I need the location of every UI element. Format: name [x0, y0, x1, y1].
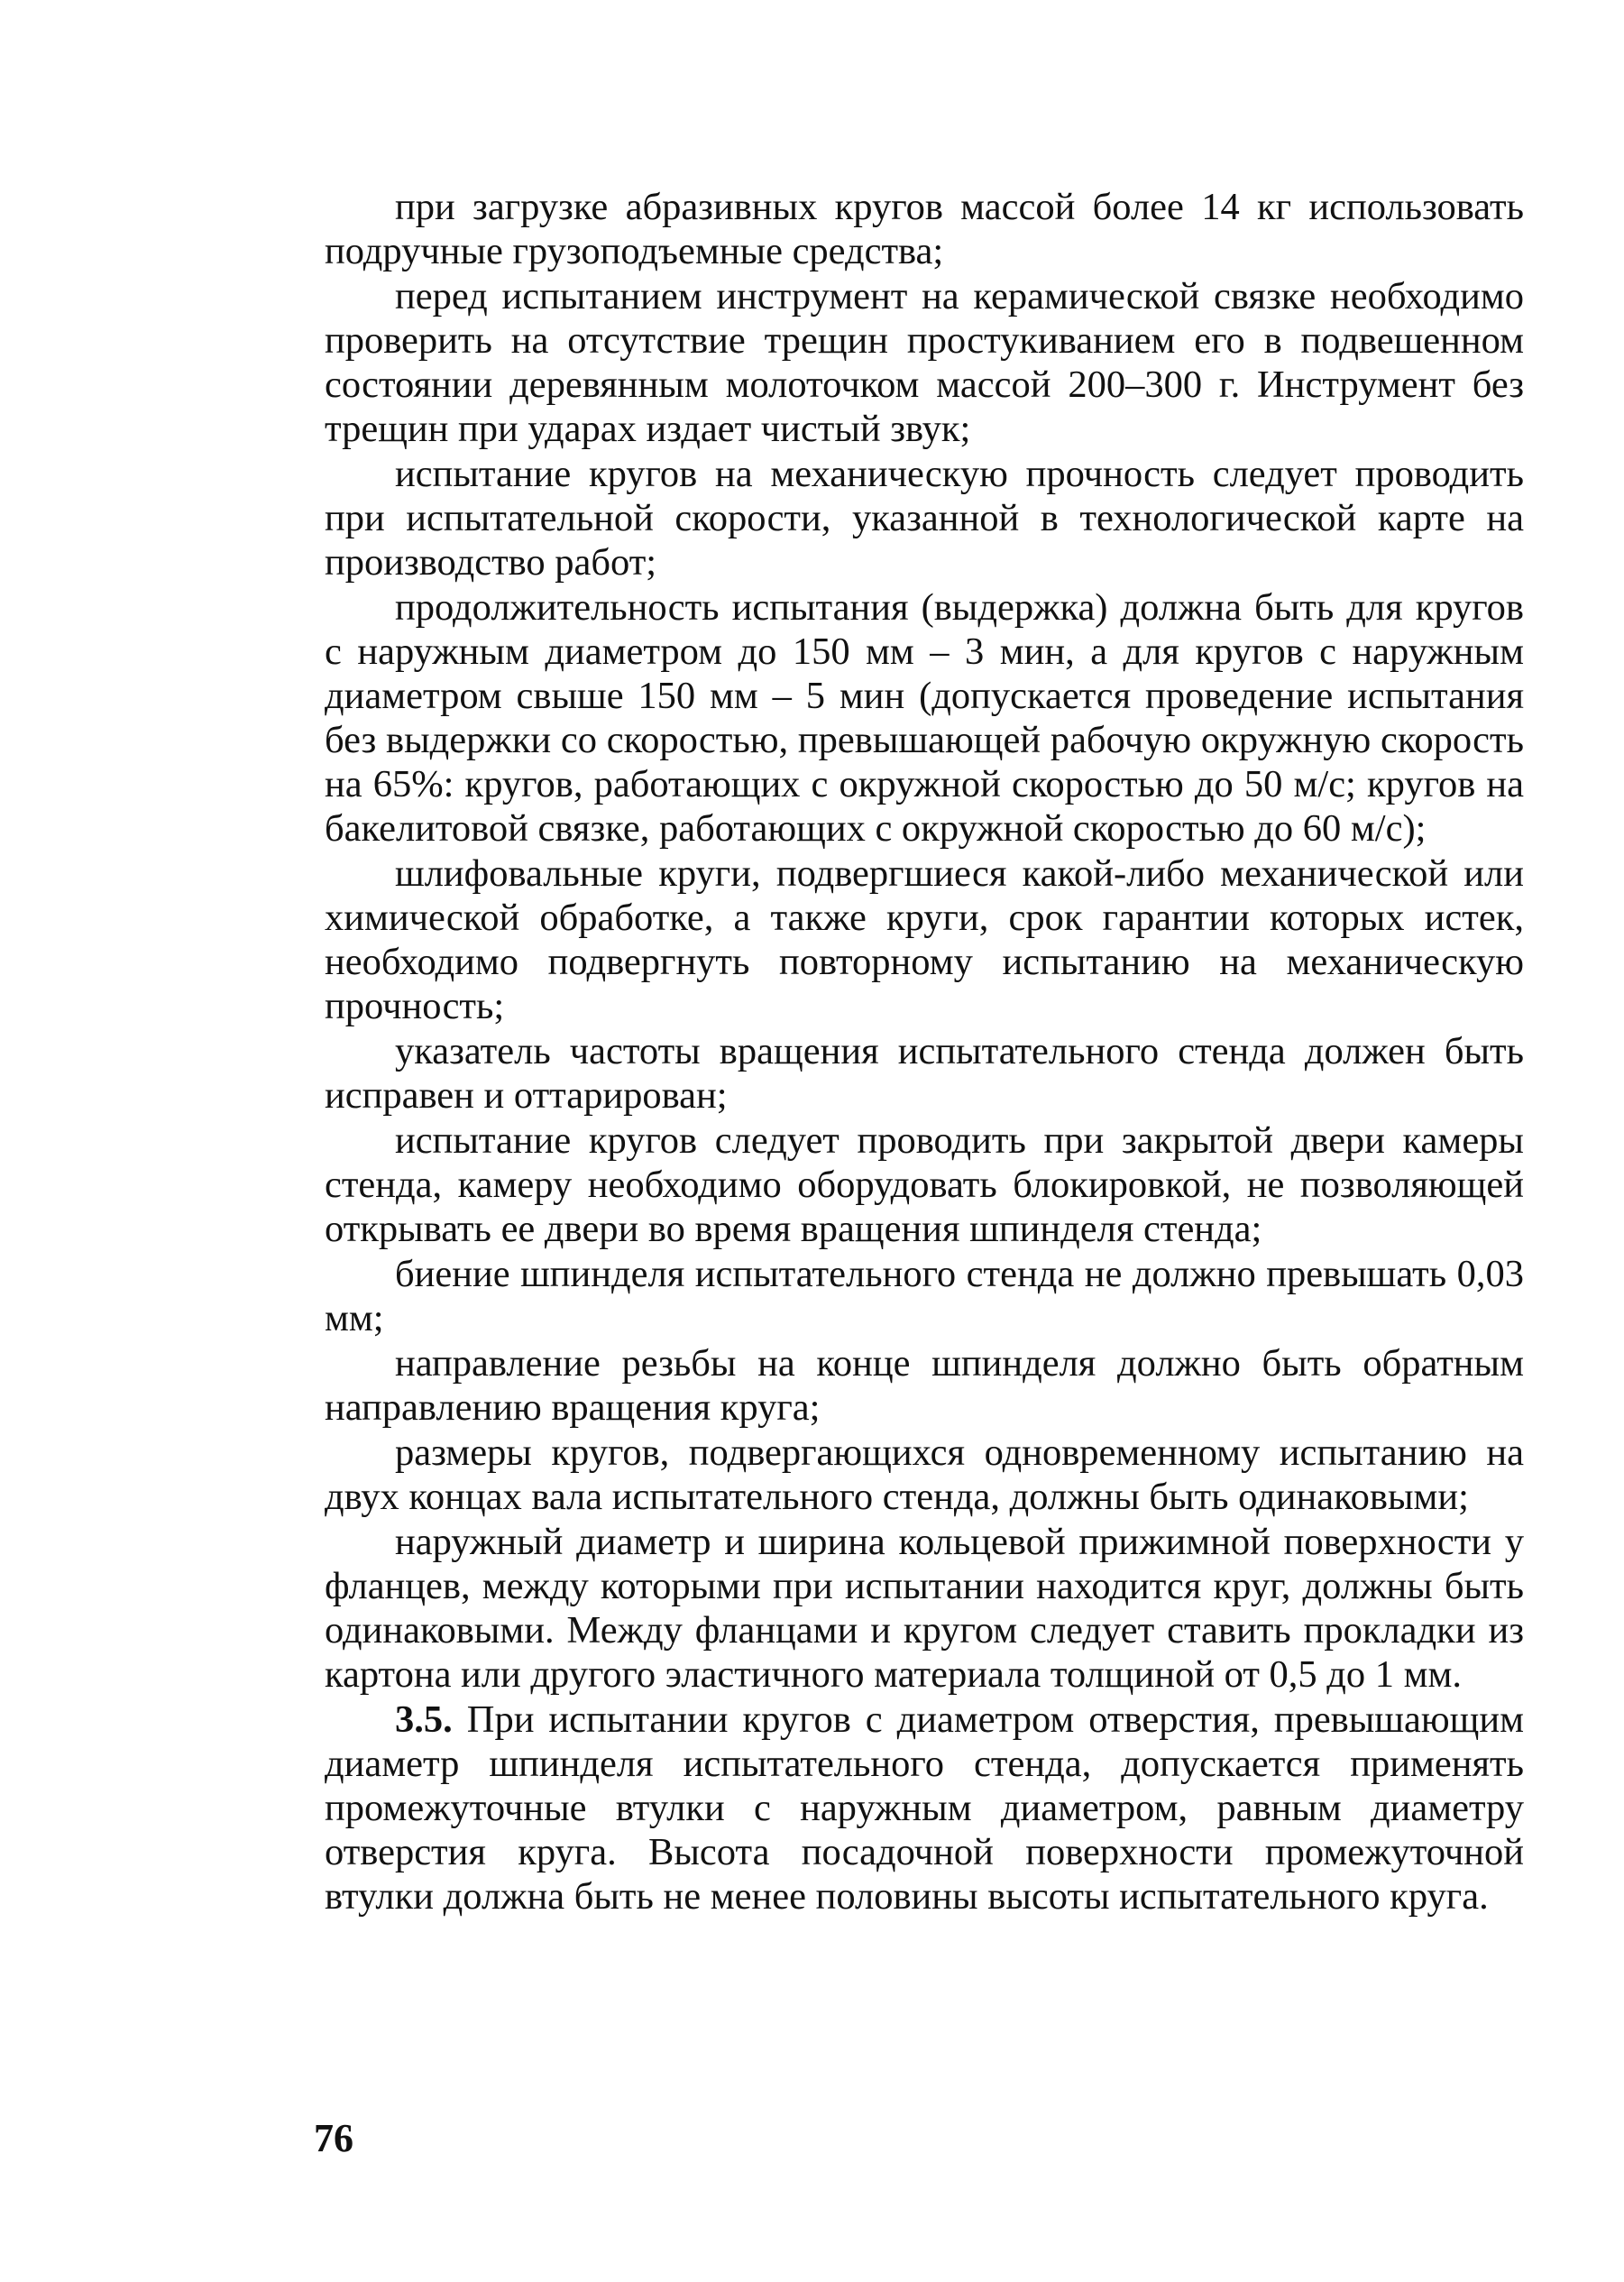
paragraph-item-9: направление резьбы на конце шпинделя должно быть обратным направлению вращения круга;	[325, 1342, 1524, 1429]
section-number: 3.5.	[395, 1698, 453, 1741]
paragraph-item-6: указатель частоты вращения испытательного стенда должен быть исправен и оттарирован;	[325, 1030, 1524, 1117]
paragraph-item-8: биение шпинделя испытательного стенда не должно превышать 0,03 мм;	[325, 1253, 1524, 1339]
paragraph-item-10: размеры кругов, подвергающихся одновременному испытанию на двух концах вала испытательного стенда, должны быть одинаковыми;	[325, 1431, 1524, 1518]
section-paragraph	[325, 1698, 1524, 1919]
paragraph-item-2: перед испытанием инструмент на керамической связке необходимо проверить на отсутствие трещин простукиванием его в подвешенном состоянии деревянным молоточком массой 200–300 г. Инструмент без трещин при ударах издает чистый звук;	[325, 275, 1524, 450]
paragraph-item-1: при загрузке абразивных кругов массой более 14 кг использовать подручные грузоподъемные средства;	[325, 186, 1524, 272]
paragraph-item-3: испытание кругов на механическую прочность следует проводить при испытательной скорости, указанной в технологической карте на производство работ;	[325, 453, 1524, 584]
paragraph-item-7: испытание кругов следует проводить при закрытой двери камеры стенда, камеру необходимо оборудовать блокировкой, не позволяющей открывать ее двери во время вращения шпинделя стенда;	[325, 1119, 1524, 1250]
paragraph-item-5: шлифовальные круги, подвергшиеся какой-либо механической или химической обработке, а также круги, срок гарантии которых истек, необходимо подвергнуть повторному испытанию на механическую прочность;	[325, 852, 1524, 1027]
paragraph-item-4: продолжительность испытания (выдержка) должна быть для кругов с наружным диаметром до 150 мм – 3 мин, а для кругов с наружным диаметром свыше 150 мм – 5 мин (допускается проведение испытания без выдержки со скоростью, превышающей рабочую окружную скорость на 65%: кругов, работающих с окружной скоростью до 50 м/с; кругов на бакелитовой связке, работающих с окружной скоростью до 60 м/с);	[325, 586, 1524, 850]
section-text: При испытании кругов с диаметром отверстия, превышающим диаметр шпинделя испытательного стенда, допускается применять промежуточные втулки с наружным диаметром, равным диаметру отверстия круга. Высота посадочной поверхности промежуточной втулки должна быть не менее половины высоты испытательного круга.	[325, 1698, 1525, 1918]
body-text	[325, 185, 1524, 1919]
paragraph-item-11: наружный диаметр и ширина кольцевой прижимной поверхности у фланцев, между которыми при испытании находится круг, должны быть одинаковыми. Между фланцами и кругом следует ставить прокладки из картона или другого эластичного материала толщиной от 0,5 до 1 мм.	[325, 1521, 1524, 1696]
page-number: 76	[314, 2116, 353, 2160]
